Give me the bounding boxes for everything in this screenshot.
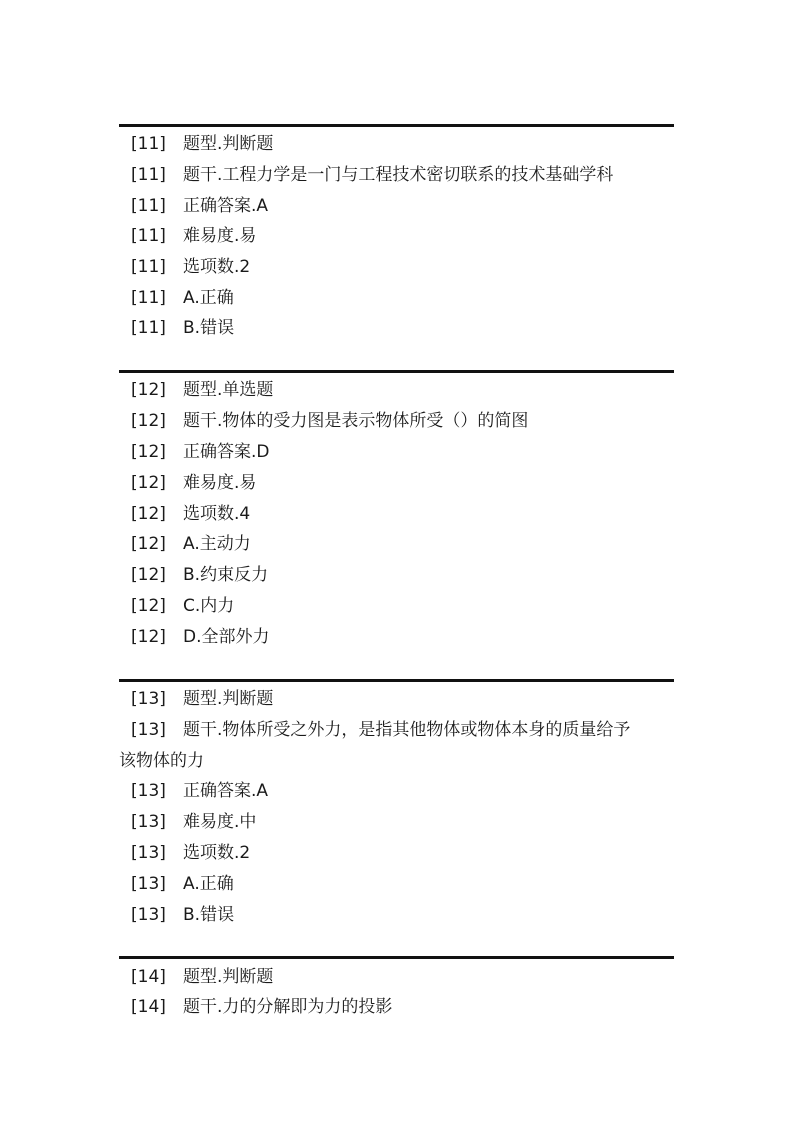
correct-answer-line: [13] 正确答案.A [131, 781, 269, 801]
correct-answer-line: [12] 正确答案.D [131, 442, 270, 462]
correct-answer-line: [11] 正确答案.A [131, 196, 269, 216]
question-type-line: [13] 题型.判断题 [131, 689, 274, 709]
question-type-line: [14] 题型.判断题 [131, 967, 274, 987]
difficulty-line: [12] 难易度.易 [131, 473, 257, 493]
section-divider [119, 956, 674, 959]
option-line: [13] B.错误 [131, 905, 235, 925]
question-stem-line: [13] 题干.物体所受之外力，是指其他物体或物体本身的质量给予 [131, 720, 631, 740]
option-line: [11] B.错误 [131, 318, 235, 338]
option-line: [13] A.正确 [131, 874, 234, 894]
option-line: [12] A.主动力 [131, 534, 251, 554]
option-line: [12] C.内力 [131, 596, 235, 616]
question-type-line: [12] 题型.单选题 [131, 380, 274, 400]
option-line: [12] B.约束反力 [131, 565, 269, 585]
difficulty-line: [11] 难易度.易 [131, 226, 257, 246]
option-count-line: [11] 选项数.2 [131, 257, 251, 277]
option-line: [12] D.全部外力 [131, 627, 270, 647]
question-stem-line: [14] 题干.力的分解即为力的投影 [131, 997, 393, 1017]
question-stem-continuation: 该物体的力 [119, 751, 204, 771]
option-line: [11] A.正确 [131, 288, 234, 308]
difficulty-line: [13] 难易度.中 [131, 812, 257, 832]
section-divider [119, 370, 674, 373]
section-divider [119, 124, 674, 127]
question-type-line: [11] 题型.判断题 [131, 134, 274, 154]
option-count-line: [12] 选项数.4 [131, 504, 251, 524]
option-count-line: [13] 选项数.2 [131, 843, 251, 863]
section-divider [119, 679, 674, 682]
question-stem-line: [11] 题干.工程力学是一门与工程技术密切联系的技术基础学科 [131, 165, 614, 185]
question-stem-line: [12] 题干.物体的受力图是表示物体所受（）的简图 [131, 411, 529, 431]
